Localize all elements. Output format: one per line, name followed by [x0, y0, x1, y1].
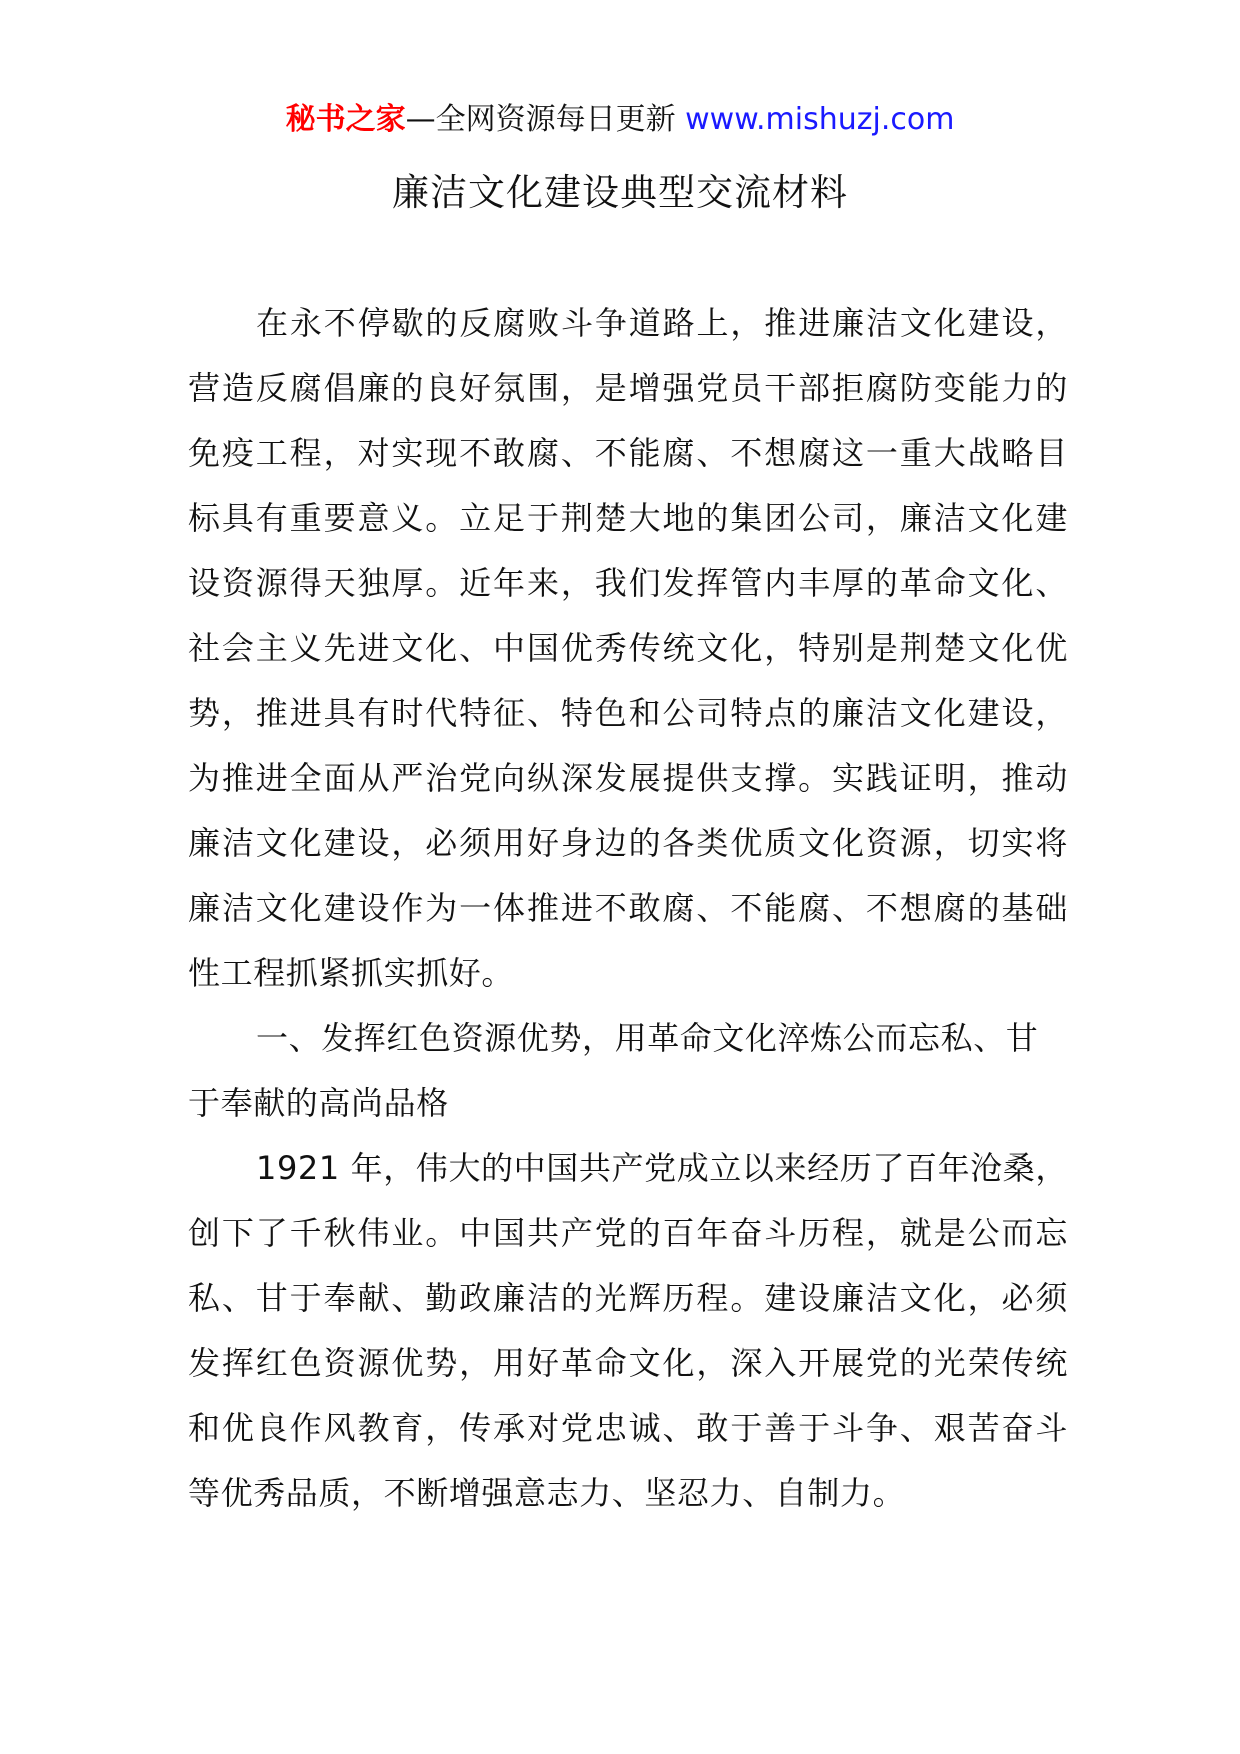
section-1-paragraph: 1921 年，伟大的中国共产党成立以来经历了百年沧桑，创下了千秋伟业。中国共产党的百年奋斗历程，就是公而忘私、甘于奉献、勤政廉洁的光辉历程。建设廉洁文化，必须发挥红色资源优势，用好革命文化，深入开展党的光荣传统和优良作风教育，传承对党忠诚、敢于善于斗争、艰苦奋斗等优秀品质，不断增强意志力、坚忍力、自制力。 [188, 1149, 1068, 1512]
brand-name: 秘书之家 [285, 102, 406, 137]
site-header [0, 100, 1240, 140]
intro-paragraph: 在永不停歇的反腐败斗争道路上，推进廉洁文化建设，营造反腐倡廉的良好氛围，是增强党员干部拒腐防变能力的免疫工程，对实现不敢腐、不能腐、不想腐这一重大战略目标具有重要意义。立足于荆楚大地的集团公司，廉洁文化建设资源得天独厚。近年来，我们发挥管内丰厚的革命文化、社会主义先进文化、中国优秀传统文化，特别是荆楚文化优势，推进具有时代特征、特色和公司特点的廉洁文化建设，为推进全面从严治党向纵深发展提供支撑。实践证明，推动廉洁文化建设，必须用好身边的各类优质文化资源，切实将廉洁文化建设作为一体推进不敢腐、不能腐、不想腐的基础性工程抓紧抓实抓好。 [188, 304, 1068, 992]
section-heading-1: 一、发挥红色资源优势，用革命文化淬炼公而忘私、甘于奉献的高尚品格 [188, 1019, 1039, 1122]
document-title: 廉洁文化建设典型交流材料 [392, 171, 848, 214]
site-url-link[interactable]: www.mishuzj.com [685, 102, 955, 137]
header-tagline: —全网资源每日更新 [405, 102, 676, 137]
document-body [188, 291, 1068, 1526]
